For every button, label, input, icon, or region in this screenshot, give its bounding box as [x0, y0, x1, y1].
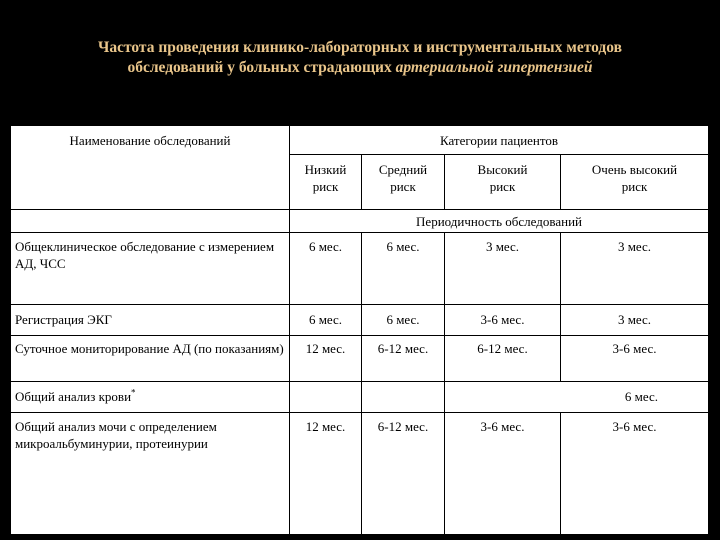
row-value: 6 мес.	[362, 233, 445, 305]
periodicity-empty-cell	[11, 210, 290, 233]
row-value: 3 мес.	[561, 305, 709, 336]
table-row	[11, 382, 709, 413]
title-line-2	[0, 58, 720, 78]
table-sheet	[10, 125, 708, 535]
examination-table	[10, 125, 709, 535]
category-medium: Средний риск	[362, 155, 445, 210]
row-name: Суточное мониторирование АД (по показаниям)	[11, 336, 290, 382]
row-value: 3 мес.	[561, 233, 709, 305]
row-value: 3-6 мес.	[445, 413, 561, 535]
row-name: Общий анализ мочи с определением микроальбуминурии, протеинурии	[11, 413, 290, 535]
row-value: 6-12 мес.	[362, 413, 445, 535]
row-name: Общий анализ крови*	[11, 382, 290, 413]
title-line-1: Частота проведения клинико-лабораторных и инструментальных методов	[97, 39, 623, 56]
row-value: 12 мес.	[290, 336, 362, 382]
title-line-2-italic: артериальной гипертензией	[395, 59, 593, 76]
category-high: Высокий риск	[445, 155, 561, 210]
category-low: Низкий риск	[290, 155, 362, 210]
row-value: 3-6 мес.	[561, 336, 709, 382]
row-value: 3-6 мес.	[445, 305, 561, 336]
table-row	[11, 305, 709, 336]
row-name: Общеклиническое обследование с измерением АД, ЧСС	[11, 233, 290, 305]
header-categories-cell: Категории пациентов	[290, 126, 709, 155]
category-very-high: Очень высокий риск	[561, 155, 709, 210]
row-value: 3 мес.	[445, 233, 561, 305]
row-value: 3-6 мес.	[561, 413, 709, 535]
row-value: 12 мес.	[290, 413, 362, 535]
periodicity-row	[11, 210, 709, 233]
table-row	[11, 233, 709, 305]
table-row	[11, 413, 709, 535]
row-empty-cell	[290, 382, 362, 413]
slide-title	[0, 38, 720, 78]
row-value: 6 мес.	[362, 305, 445, 336]
row-value: 6-12 мес.	[445, 336, 561, 382]
row-value: 6 мес.	[290, 233, 362, 305]
footnote-marker: *	[131, 387, 136, 398]
row-value: 6-12 мес.	[362, 336, 445, 382]
title-line-2-plain: обследований у больных страдающих	[127, 59, 396, 76]
row-value-merged: 6 мес.	[445, 382, 709, 413]
row-value: 6 мес.	[290, 305, 362, 336]
header-row	[11, 126, 709, 155]
row-name: Регистрация ЭКГ	[11, 305, 290, 336]
header-name-cell: Наименование обследований	[11, 126, 290, 210]
periodicity-label: Периодичность обследований	[290, 210, 709, 233]
table-row	[11, 336, 709, 382]
row-empty-cell	[362, 382, 445, 413]
